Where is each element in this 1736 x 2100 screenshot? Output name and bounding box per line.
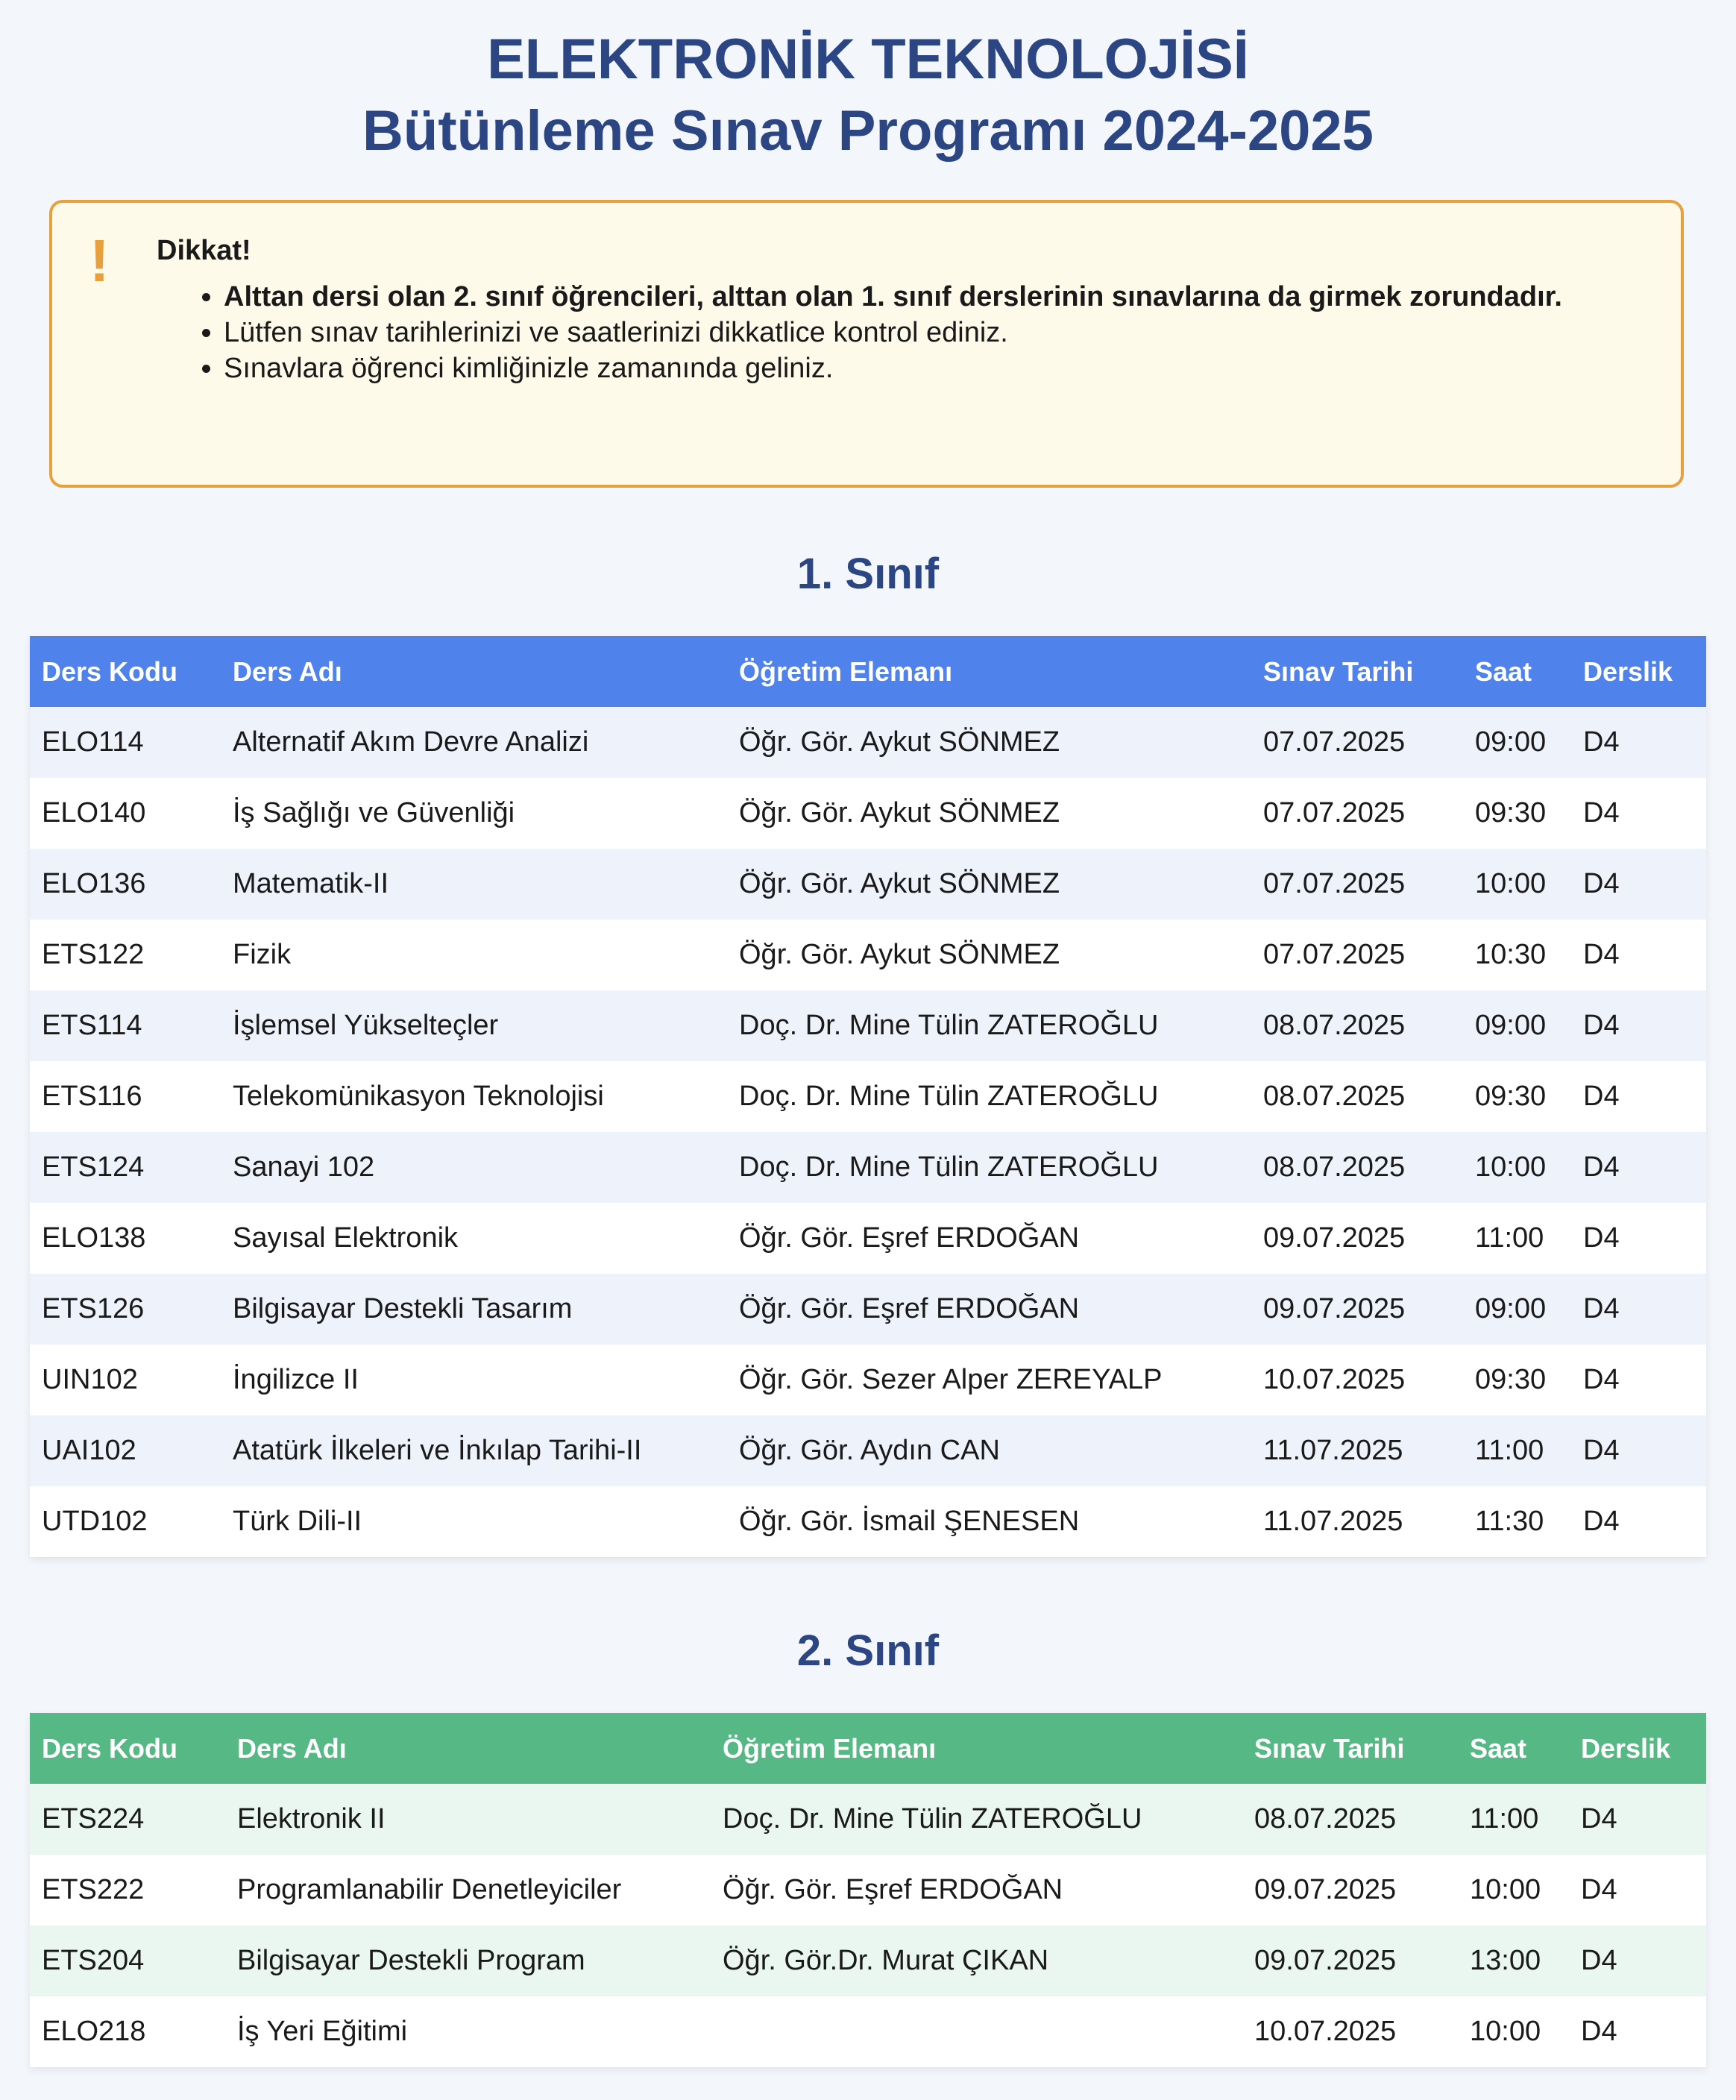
class1-table-wrap (30, 636, 1706, 1557)
course-name-cell: Sanayi 102 (221, 1132, 727, 1203)
course-code-cell: ETS204 (30, 1925, 225, 1996)
classroom-cell: D4 (1571, 1132, 1706, 1203)
notice-list (224, 279, 1641, 386)
table-row (30, 1345, 1706, 1415)
instructor-cell: Öğr. Gör. Aykut SÖNMEZ (727, 778, 1251, 849)
notice-item: • Lütfen sınav tarihlerinizi ve saatlerinizi dikkatlice kontrol ediniz. (224, 315, 1641, 350)
course-code-cell: ETS126 (30, 1274, 221, 1345)
instructor-cell: Öğr. Gör. Aykut SÖNMEZ (727, 707, 1251, 778)
column-header-code: Ders Kodu (30, 636, 221, 707)
instructor-cell: Öğr. Gör. Eşref ERDOĞAN (727, 1274, 1251, 1345)
course-name-cell: Elektronik II (225, 1784, 711, 1855)
table-row (30, 1784, 1706, 1855)
column-header-time: Saat (1463, 636, 1571, 707)
page-title-line2: Bütünleme Sınav Programı 2024-2025 (362, 99, 1374, 163)
table-header-row (30, 636, 1706, 707)
exam-date-cell: 10.07.2025 (1251, 1345, 1463, 1415)
table-row (30, 778, 1706, 849)
notice-item: • Sınavlara öğrenci kimliğinizle zamanında geliniz. (224, 350, 1641, 386)
exam-time-cell: 11:00 (1458, 1784, 1569, 1855)
exam-time-cell: 09:00 (1463, 1274, 1571, 1345)
exam-time-cell: 13:00 (1458, 1925, 1569, 1996)
course-code-cell: UTD102 (30, 1486, 221, 1557)
classroom-cell: D4 (1571, 919, 1706, 990)
column-header-instructor: Öğretim Elemanı (727, 636, 1251, 707)
classroom-cell: D4 (1569, 1855, 1706, 1925)
exam-date-cell: 08.07.2025 (1251, 990, 1463, 1061)
exam-date-cell: 10.07.2025 (1242, 1996, 1458, 2067)
table-row (30, 1996, 1706, 2067)
class1-table (30, 636, 1706, 1557)
course-name-cell: İş Sağlığı ve Güvenliği (221, 778, 727, 849)
warning-notice (49, 200, 1684, 488)
class2-table-body (30, 1784, 1706, 2067)
column-header-time: Saat (1458, 1713, 1569, 1784)
exam-date-cell: 07.07.2025 (1251, 849, 1463, 919)
instructor-cell: Öğr. Gör. Aykut SÖNMEZ (727, 919, 1251, 990)
class2-table-wrap (30, 1713, 1706, 2067)
course-code-cell: ETS124 (30, 1132, 221, 1203)
exam-time-cell: 09:30 (1463, 778, 1571, 849)
classroom-cell: D4 (1569, 1784, 1706, 1855)
table-row (30, 1925, 1706, 1996)
course-code-cell: ELO114 (30, 707, 221, 778)
exam-time-cell: 10:00 (1463, 1132, 1571, 1203)
exam-time-cell: 11:30 (1463, 1486, 1571, 1557)
classroom-cell: D4 (1571, 1486, 1706, 1557)
course-code-cell: ELO218 (30, 1996, 225, 2067)
instructor-cell: Doç. Dr. Mine Tülin ZATEROĞLU (727, 1061, 1251, 1132)
exam-date-cell: 07.07.2025 (1251, 707, 1463, 778)
exam-date-cell: 11.07.2025 (1251, 1415, 1463, 1486)
course-name-cell: İş Yeri Eğitimi (225, 1996, 711, 2067)
classroom-cell: D4 (1569, 1996, 1706, 2067)
course-name-cell: İşlemsel Yükselteçler (221, 990, 727, 1061)
instructor-cell: Öğr. Gör. Aydın CAN (727, 1415, 1251, 1486)
column-header-room: Derslik (1569, 1713, 1706, 1784)
exam-time-cell: 09:30 (1463, 1061, 1571, 1132)
exclamation-icon: ! (89, 227, 110, 294)
course-name-cell: Alternatif Akım Devre Analizi (221, 707, 727, 778)
exam-date-cell: 09.07.2025 (1251, 1274, 1463, 1345)
instructor-cell: Öğr. Gör. Sezer Alper ZEREYALP (727, 1345, 1251, 1415)
table-row (30, 990, 1706, 1061)
classroom-cell: D4 (1571, 1345, 1706, 1415)
exam-date-cell: 08.07.2025 (1251, 1132, 1463, 1203)
exam-date-cell: 08.07.2025 (1242, 1784, 1458, 1855)
table-row (30, 919, 1706, 990)
course-code-cell: ETS116 (30, 1061, 221, 1132)
course-name-cell: İngilizce II (221, 1345, 727, 1415)
course-name-cell: Matematik-II (221, 849, 727, 919)
exam-date-cell: 11.07.2025 (1251, 1486, 1463, 1557)
instructor-cell: Öğr. Gör. Aykut SÖNMEZ (727, 849, 1251, 919)
page-title (0, 24, 1736, 167)
instructor-cell: Öğr. Gör.Dr. Murat ÇIKAN (711, 1925, 1242, 1996)
exam-time-cell: 10:00 (1463, 849, 1571, 919)
instructor-cell (711, 1996, 1242, 2067)
classroom-cell: D4 (1571, 1415, 1706, 1486)
column-header-course: Ders Adı (221, 636, 727, 707)
course-name-cell: Programlanabilir Denetleyiciler (225, 1855, 711, 1925)
course-name-cell: Türk Dili-II (221, 1486, 727, 1557)
table-row (30, 1203, 1706, 1274)
table-row (30, 1415, 1706, 1486)
exam-date-cell: 08.07.2025 (1251, 1061, 1463, 1132)
course-name-cell: Atatürk İlkeleri ve İnkılap Tarihi-II (221, 1415, 727, 1486)
classroom-cell: D4 (1571, 990, 1706, 1061)
class1-table-body (30, 707, 1706, 1557)
course-name-cell: Bilgisayar Destekli Program (225, 1925, 711, 1996)
exam-time-cell: 10:30 (1463, 919, 1571, 990)
column-header-instructor: Öğretim Elemanı (711, 1713, 1242, 1784)
course-code-cell: UIN102 (30, 1345, 221, 1415)
exam-date-cell: 09.07.2025 (1242, 1925, 1458, 1996)
column-header-date: Sınav Tarihi (1242, 1713, 1458, 1784)
class2-title: 2. Sınıf (796, 1626, 940, 1675)
table-row (30, 707, 1706, 778)
exam-time-cell: 10:00 (1458, 1996, 1569, 2067)
notice-item: • Alttan dersi olan 2. sınıf öğrencileri, alttan olan 1. sınıf derslerinin sınavlarına da girmek zorundadır. (224, 279, 1641, 315)
class1-title: 1. Sınıf (796, 550, 940, 598)
classroom-cell: D4 (1571, 778, 1706, 849)
instructor-cell: Öğr. Gör. İsmail ŞENESEN (727, 1486, 1251, 1557)
course-name-cell: Fizik (221, 919, 727, 990)
class2-table (30, 1713, 1706, 2067)
page-title-line1: ELEKTRONİK TEKNOLOJİSİ (487, 28, 1249, 91)
course-name-cell: Telekomünikasyon Teknolojisi (221, 1061, 727, 1132)
course-name-cell: Bilgisayar Destekli Tasarım (221, 1274, 727, 1345)
classroom-cell: D4 (1571, 1274, 1706, 1345)
course-code-cell: ETS224 (30, 1784, 225, 1855)
course-code-cell: ELO138 (30, 1203, 221, 1274)
table-row (30, 1274, 1706, 1345)
instructor-cell: Öğr. Gör. Eşref ERDOĞAN (727, 1203, 1251, 1274)
course-name-cell: Sayısal Elektronik (221, 1203, 727, 1274)
exam-time-cell: 09:00 (1463, 990, 1571, 1061)
classroom-cell: D4 (1571, 1203, 1706, 1274)
classroom-cell: D4 (1569, 1925, 1706, 1996)
column-header-course: Ders Adı (225, 1713, 711, 1784)
course-code-cell: ELO140 (30, 778, 221, 849)
exam-date-cell: 07.07.2025 (1251, 919, 1463, 990)
table-row (30, 1855, 1706, 1925)
course-code-cell: ETS122 (30, 919, 221, 990)
exam-time-cell: 10:00 (1458, 1855, 1569, 1925)
exam-date-cell: 09.07.2025 (1242, 1855, 1458, 1925)
column-header-date: Sınav Tarihi (1251, 636, 1463, 707)
table-row (30, 849, 1706, 919)
course-code-cell: ETS114 (30, 990, 221, 1061)
instructor-cell: Öğr. Gör. Eşref ERDOĞAN (711, 1855, 1242, 1925)
classroom-cell: D4 (1571, 1061, 1706, 1132)
course-code-cell: UAI102 (30, 1415, 221, 1486)
exam-time-cell: 09:30 (1463, 1345, 1571, 1415)
instructor-cell: Doç. Dr. Mine Tülin ZATEROĞLU (727, 990, 1251, 1061)
table-row (30, 1486, 1706, 1557)
exam-date-cell: 09.07.2025 (1251, 1203, 1463, 1274)
classroom-cell: D4 (1571, 707, 1706, 778)
exam-time-cell: 09:00 (1463, 707, 1571, 778)
table-row (30, 1132, 1706, 1203)
exam-date-cell: 07.07.2025 (1251, 778, 1463, 849)
course-code-cell: ETS222 (30, 1855, 225, 1925)
column-header-code: Ders Kodu (30, 1713, 225, 1784)
course-code-cell: ELO136 (30, 849, 221, 919)
table-row (30, 1061, 1706, 1132)
instructor-cell: Doç. Dr. Mine Tülin ZATEROĞLU (727, 1132, 1251, 1203)
classroom-cell: D4 (1571, 849, 1706, 919)
instructor-cell: Doç. Dr. Mine Tülin ZATEROĞLU (711, 1784, 1242, 1855)
exam-time-cell: 11:00 (1463, 1415, 1571, 1486)
table-header-row (30, 1713, 1706, 1784)
exam-time-cell: 11:00 (1463, 1203, 1571, 1274)
column-header-room: Derslik (1571, 636, 1706, 707)
notice-heading: Dikkat! (157, 235, 251, 266)
